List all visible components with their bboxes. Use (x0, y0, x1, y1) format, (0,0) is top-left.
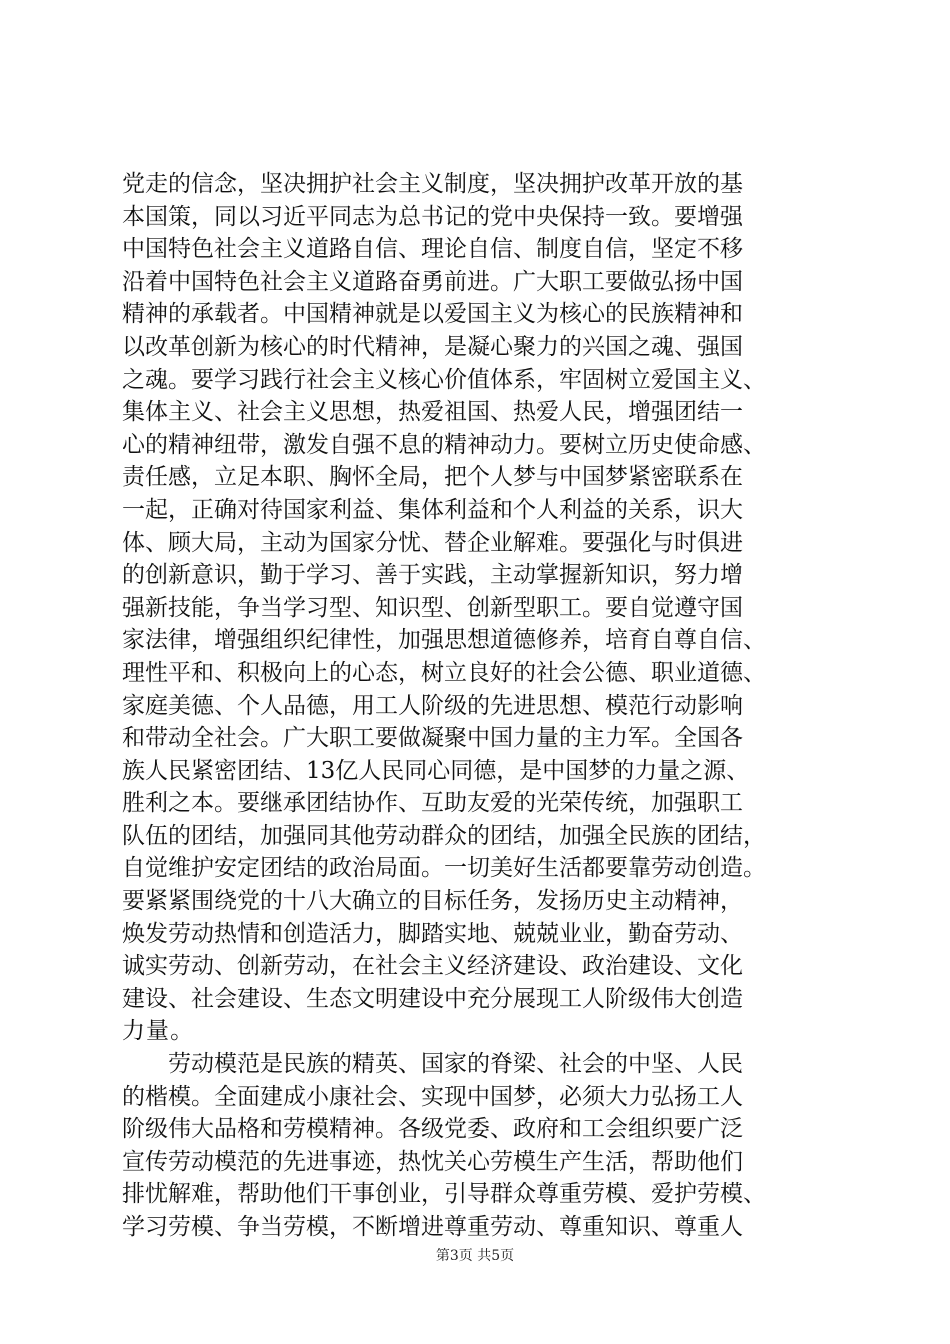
text-line: 族人民紧密团结、13亿人民同心同德，是中国梦的力量之源、 (122, 757, 750, 784)
text-line: 的楷模。全面建成小康社会、实现中国梦，必须大力弘扬工人 (122, 1083, 743, 1110)
text-line: 家庭美德、个人品德，用工人阶级的先进思想、模范行动影响 (122, 692, 743, 719)
text-line: 责任感，立足本职、胸怀全局，把个人梦与中国梦紧密联系在 (122, 464, 743, 491)
text-line: 体、顾大局，主动为国家分忧、替企业解难。要强化与时俱进 (122, 529, 743, 556)
page-footer: 第3页 共5页 (435, 1248, 515, 1264)
text-line: 集体主义、社会主义思想，热爱祖国、热爱人民，增强团结一 (122, 399, 743, 426)
text-line: 中国特色社会主义道路自信、理论自信、制度自信，坚定不移 (122, 236, 743, 263)
text-line: 党走的信念，坚决拥护社会主义制度，坚决拥护改革开放的基 (122, 171, 743, 197)
text-line: 的创新意识，勤于学习、善于实践，主动掌握新知识，努力增 (122, 562, 743, 589)
text-line: 宣传劳动模范的先进事迹，热忱关心劳模生产生活，帮助他们 (122, 1148, 743, 1175)
text-line: 自觉维护安定团结的政治局面。一切美好生活都要靠劳动创造。 (122, 855, 766, 882)
text-line: 诚实劳动、创新劳动，在社会主义经济建设、政治建设、文化 (122, 953, 743, 980)
text-line: 之魂。要学习践行社会主义核心价值体系，牢固树立爱国主义、 (122, 366, 766, 393)
text-line: 和带动全社会。广大职工要做凝聚中国力量的主力军。全国各 (122, 725, 743, 752)
text-line: 力量。 (122, 1018, 195, 1045)
text-line: 心的精神纽带，激发自强不息的精神动力。要树立历史使命感、 (122, 431, 766, 458)
text-line: 精神的承载者。中国精神就是以爱国主义为核心的民族精神和 (122, 301, 743, 328)
text-line: 沿着中国特色社会主义道路奋勇前进。广大职工要做弘扬中国 (122, 268, 743, 295)
text-line: 排忧解难，帮助他们干事创业，引导群众尊重劳模、爱护劳模、 (122, 1181, 766, 1208)
text-line: 强新技能，争当学习型、知识型、创新型职工。要自觉遵守国 (122, 594, 743, 621)
text-line: 理性平和、积极向上的心态，树立良好的社会公德、职业道德、 (122, 659, 766, 686)
text-line: 家法律，增强组织纪律性，加强思想道德修养，培育自尊自信、 (122, 627, 766, 654)
text-line: 胜利之本。要继承团结协作、互助友爱的光荣传统，加强职工 (122, 790, 743, 817)
text-line: 焕发劳动热情和创造活力，脚踏实地、兢兢业业，勤奋劳动、 (122, 920, 743, 947)
text-line: 一起，正确对待国家利益、集体利益和个人利益的关系，识大 (122, 496, 743, 523)
text-line: 本国策，同以习近平同志为总书记的党中央保持一致。要增强 (122, 203, 743, 230)
text-line: 以改革创新为核心的时代精神，是凝心聚力的兴国之魂、强国 (122, 333, 743, 360)
text-line: 阶级伟大品格和劳模精神。各级党委、政府和工会组织要广泛 (122, 1116, 743, 1143)
text-line: 要紧紧围绕党的十八大确立的目标任务，发扬历史主动精神， (122, 888, 743, 915)
text-line: 建设、社会建设、生态文明建设中充分展现工人阶级伟大创造 (122, 985, 743, 1012)
text-line: 学习劳模、争当劳模，不断增进尊重劳动、尊重知识、尊重人 (122, 1214, 743, 1240)
text-line: 队伍的团结，加强同其他劳动群众的团结，加强全民族的团结， (122, 822, 766, 849)
text-line: 劳动模范是民族的精英、国家的脊梁、社会的中坚、人民 (122, 1051, 743, 1078)
body-text (122, 168, 834, 1244)
